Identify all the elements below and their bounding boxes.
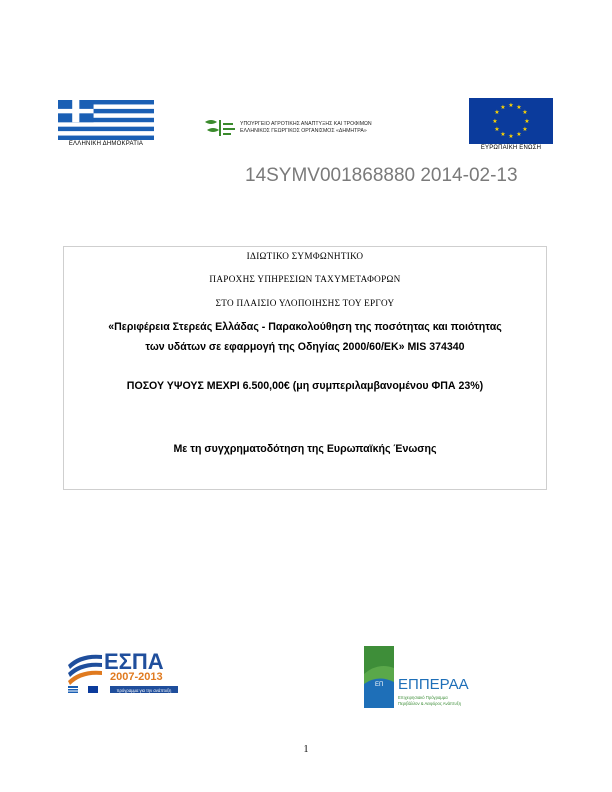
- svg-text:★: ★: [524, 118, 530, 125]
- greek-republic-caption: ΕΛΛΗΝΙΚΗ ΔΗΜΟΚΡΑΤΙΑ: [68, 141, 144, 147]
- svg-text:★: ★: [522, 109, 528, 116]
- svg-text:★: ★: [494, 109, 500, 116]
- ministry-line-1: ΥΠΟΥΡΓΕΙΟ ΑΓΡΟΤΙΚΗΣ ΑΝΑΠΤΥΞΗΣ ΚΑΙ ΤΡΟΦΙΜΩΝ: [240, 121, 372, 127]
- eu-cofunding-note: Με τη συγχρηματοδότηση της Ευρωπαϊκής Ένωσης: [173, 443, 437, 455]
- espa-title: ΕΣΠΑ: [104, 649, 164, 674]
- page-number: 1: [303, 744, 309, 755]
- svg-text:★: ★: [494, 126, 500, 133]
- greek-flag: [58, 100, 154, 140]
- espa-logo: [66, 645, 182, 695]
- espa-years: 2007-2013: [110, 671, 163, 683]
- espa-tagline: πρόγραμμα για την ανάπτυξη: [116, 687, 172, 693]
- svg-text:★: ★: [522, 126, 528, 133]
- eu-caption: ΕΥΡΩΠΑΪΚΗ ΕΝΩΣΗ: [480, 145, 542, 151]
- contract-heading-courier-services: ΠΑΡΟΧΗΣ ΥΠΗΡΕΣΙΩΝ ΤΑΧΥΜΕΤΑΦΟΡΩΝ: [209, 274, 401, 284]
- ministry-line-2: ΕΛΛΗΝΙΚΟΣ ΓΕΩΡΓΙΚΟΣ ΟΡΓΑΝΙΣΜΟΣ «ΔΗΜΗΤΡΑ»: [240, 128, 367, 134]
- contract-amount: ΠΟΣΟΥ ΥΨΟΥΣ ΜΕΧΡΙ 6.500,00€ (μη συμπεριλαμβανομένου ΦΠΑ 23%): [126, 380, 484, 392]
- svg-text:★: ★: [508, 133, 514, 140]
- ministry-logo: [203, 118, 237, 138]
- epperaa-subtitle-2: Περιβάλλον & Αειφόρος Ανάπτυξη: [398, 701, 462, 706]
- document-code: 14SYMV001868880 2014-02-13: [245, 165, 518, 186]
- svg-text:★: ★: [516, 104, 522, 111]
- project-title-line-2: των υδάτων σε εφαρμογή της Οδηγίας 2000/60/ΕΚ» MIS 374340: [145, 341, 465, 353]
- epperaa-subtitle-1: Επιχειρησιακό Πρόγραμμα: [398, 695, 448, 700]
- svg-text:★: ★: [500, 131, 506, 138]
- epperaa-logo: [362, 644, 490, 710]
- svg-text:ΕΠ: ΕΠ: [375, 682, 384, 688]
- epperaa-title: ΕΠΠΕΡΑΑ: [398, 676, 469, 693]
- svg-text:★: ★: [492, 118, 498, 125]
- svg-text:★: ★: [500, 104, 506, 111]
- project-title-line-1: «Περιφέρεια Στερεάς Ελλάδας - Παρακολούθηση της ποσότητας και ποιότητας: [108, 321, 502, 333]
- ministry-name: [240, 121, 416, 135]
- contract-box: [63, 246, 547, 490]
- contract-heading-private-agreement: ΙΔΙΩΤΙΚΟ ΣΥΜΦΩΝΗΤΙΚΟ: [246, 251, 364, 261]
- contract-heading-project-context: ΣΤΟ ΠΛΑΙΣΙΟ ΥΛΟΠΟΙΗΣΗΣ ΤΟΥ ΕΡΓΟΥ: [215, 298, 395, 308]
- eu-flag: [469, 98, 553, 144]
- svg-text:★: ★: [516, 131, 522, 138]
- svg-text:★: ★: [508, 102, 514, 109]
